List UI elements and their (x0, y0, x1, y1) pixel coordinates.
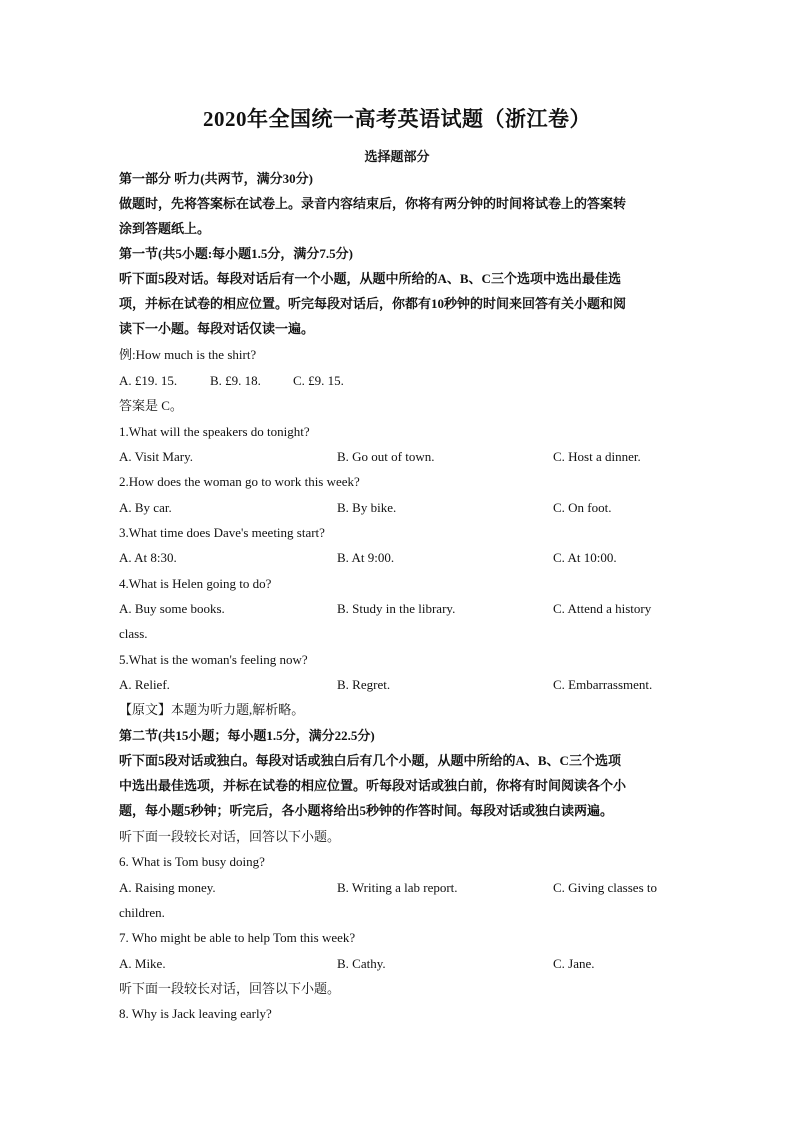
q3-option-b: B. At 9:00. (337, 550, 395, 565)
q2-option-a: A. By car. (119, 500, 172, 515)
q7-option-c: C. Jane. (553, 956, 595, 971)
q5-option-b: B. Regret. (337, 677, 391, 692)
q7-option-b: B. Cathy. (337, 956, 386, 971)
example-answer: 答案是 C。 (119, 398, 183, 413)
section1-heading: 第一节(共5小题:每小题1.5分，满分7.5分) (119, 246, 353, 261)
q6-option-a: A. Raising money. (119, 880, 216, 895)
question-7: 7. Who might be able to help Tom this week? (119, 930, 356, 945)
q4-option-c: C. Attend a history (553, 601, 652, 616)
q3-option-c: C. At 10:00. (553, 550, 617, 565)
section2-instruction-line: 中选出最佳选项，并标在试卷的相应位置。听每段对话或独白前，你将有时间阅读各个小 (119, 778, 627, 793)
q7-option-a: A. Mike. (119, 956, 166, 971)
instruction-line: 涂到答题纸上。 (119, 221, 211, 236)
question-4: 4.What is Helen going to do? (119, 576, 272, 591)
section1-instruction-line: 项，并标在试卷的相应位置。听完每段对话后，你都有10秒钟的时间来回答有关小题和阅 (119, 296, 627, 311)
q6-option-c-wrap: children. (119, 905, 165, 920)
page-title: 2020年全国统一高考英语试题（浙江卷） (203, 107, 591, 131)
q6-option-c: C. Giving classes to (553, 880, 657, 895)
q5-option-c: C. Embarrassment. (553, 677, 653, 692)
listen-instruction: 听下面一段较长对话，回答以下小题。 (119, 829, 341, 844)
question-6: 6. What is Tom busy doing? (119, 854, 265, 869)
q3-option-a: A. At 8:30. (119, 550, 177, 565)
q5-option-a: A. Relief. (119, 677, 170, 692)
section2-heading: 第二节(共15小题；每小题1.5分，满分22.5分) (119, 728, 375, 743)
q1-option-b: B. Go out of town. (337, 449, 435, 464)
example-option-a: A. £19. 15. (119, 373, 178, 388)
question-8: 8. Why is Jack leaving early? (119, 1006, 272, 1021)
section2-instruction-line: 题，每小题5秒钟；听完后，各小题将给出5秒钟的作答时间。每段对话或独白读两遍。 (119, 803, 614, 818)
q4-option-c-wrap: class. (119, 626, 148, 641)
instruction-line: 做题时，先将答案标在试卷上。录音内容结束后，你将有两分钟的时间将试卷上的答案转 (119, 196, 627, 211)
question-1: 1.What will the speakers do tonight? (119, 424, 310, 439)
section1-instruction-line: 听下面5段对话。每段对话后有一个小题，从题中所给的A、B、C三个选项中选出最佳选 (119, 271, 621, 286)
listen-instruction: 听下面一段较长对话，回答以下小题。 (119, 981, 341, 996)
page-subtitle: 选择题部分 (364, 149, 430, 164)
q2-option-c: C. On foot. (553, 500, 612, 515)
q2-option-b: B. By bike. (337, 500, 397, 515)
example-option-b: B. £9. 18. (210, 373, 261, 388)
question-2: 2.How does the woman go to work this week? (119, 474, 360, 489)
part1-heading: 第一部分 听力(共两节，满分30分) (119, 171, 313, 186)
q4-option-b: B. Study in the library. (337, 601, 456, 616)
example-option-c: C. £9. 15. (293, 373, 344, 388)
q1-option-a: A. Visit Mary. (119, 449, 193, 464)
section1-instruction-line: 读下一小题。每段对话仅读一遍。 (119, 321, 315, 336)
original-note: 【原文】本题为听力题,解析略。 (119, 702, 305, 717)
q1-option-c: C. Host a dinner. (553, 449, 641, 464)
question-5: 5.What is the woman's feeling now? (119, 652, 308, 667)
question-3: 3.What time does Dave's meeting start? (119, 525, 325, 540)
q4-option-a: A. Buy some books. (119, 601, 225, 616)
q6-option-b: B. Writing a lab report. (337, 880, 458, 895)
example-question: 例:How much is the shirt? (119, 347, 257, 362)
section2-instruction-line: 听下面5段对话或独白。每段对话或独白后有几个小题，从题中所给的A、B、C三个选项 (119, 753, 621, 768)
